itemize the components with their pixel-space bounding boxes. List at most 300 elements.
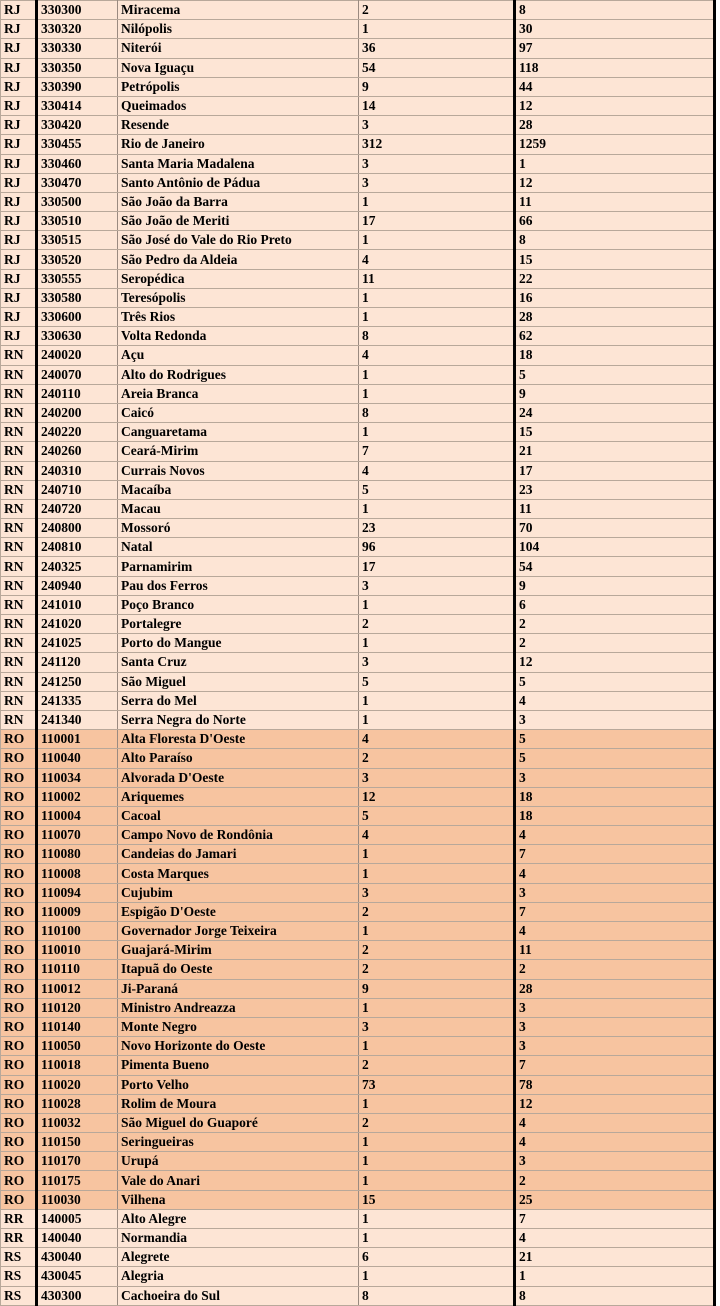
count-a-cell: 73 (359, 1075, 515, 1094)
count-b-cell: 11 (515, 941, 715, 960)
table-row (1, 1267, 715, 1286)
municipality-cell: Mossoró (118, 519, 359, 538)
code-cell: 240800 (37, 519, 118, 538)
code-cell: 110028 (37, 1094, 118, 1113)
municipality-cell: Serra Negra do Norte (118, 710, 359, 729)
count-a-cell: 8 (359, 1286, 515, 1305)
count-b-cell: 2 (515, 960, 715, 979)
municipality-cell: Teresópolis (118, 288, 359, 307)
state-cell: RN (1, 480, 37, 499)
count-a-cell: 5 (359, 672, 515, 691)
count-b-cell: 54 (515, 557, 715, 576)
count-a-cell: 12 (359, 787, 515, 806)
table-body (1, 1, 715, 1306)
count-a-cell: 6 (359, 1248, 515, 1267)
code-cell: 330555 (37, 269, 118, 288)
municipality-cell: Areia Branca (118, 384, 359, 403)
count-b-cell: 5 (515, 672, 715, 691)
count-a-cell: 1 (359, 365, 515, 384)
state-cell: RN (1, 576, 37, 595)
table-row (1, 595, 715, 614)
count-a-cell: 1 (359, 288, 515, 307)
count-a-cell: 1 (359, 1133, 515, 1152)
count-b-cell: 118 (515, 58, 715, 77)
state-cell: RO (1, 768, 37, 787)
code-cell: 240940 (37, 576, 118, 595)
count-b-cell: 4 (515, 1229, 715, 1248)
municipality-cell: São Pedro da Aldeia (118, 250, 359, 269)
state-cell: RN (1, 384, 37, 403)
count-b-cell: 2 (515, 634, 715, 653)
code-cell: 330460 (37, 154, 118, 173)
code-cell: 110140 (37, 1017, 118, 1036)
state-cell: RS (1, 1248, 37, 1267)
state-cell: RJ (1, 173, 37, 192)
code-cell: 241025 (37, 634, 118, 653)
count-b-cell: 104 (515, 538, 715, 557)
count-a-cell: 9 (359, 77, 515, 96)
municipality-cell: Santa Cruz (118, 653, 359, 672)
municipality-cell: Currais Novos (118, 461, 359, 480)
count-a-cell: 1 (359, 499, 515, 518)
count-b-cell: 4 (515, 864, 715, 883)
count-b-cell: 12 (515, 653, 715, 672)
count-a-cell: 2 (359, 1, 515, 20)
table-row (1, 461, 715, 480)
count-a-cell: 2 (359, 902, 515, 921)
count-a-cell: 15 (359, 1190, 515, 1209)
count-a-cell: 1 (359, 20, 515, 39)
code-cell: 240810 (37, 538, 118, 557)
municipality-cell: Cujubim (118, 883, 359, 902)
code-cell: 110120 (37, 998, 118, 1017)
code-cell: 110002 (37, 787, 118, 806)
state-cell: RO (1, 1094, 37, 1113)
municipality-cell: Alto do Rodrigues (118, 365, 359, 384)
state-cell: RJ (1, 20, 37, 39)
municipality-cell: Três Rios (118, 308, 359, 327)
count-a-cell: 8 (359, 327, 515, 346)
count-b-cell: 15 (515, 423, 715, 442)
code-cell: 110001 (37, 730, 118, 749)
state-cell: RO (1, 1171, 37, 1190)
table-row (1, 308, 715, 327)
table-row (1, 365, 715, 384)
count-a-cell: 1 (359, 634, 515, 653)
state-cell: RJ (1, 212, 37, 231)
table-row (1, 806, 715, 825)
count-a-cell: 1 (359, 864, 515, 883)
municipality-cell: Volta Redonda (118, 327, 359, 346)
count-b-cell: 3 (515, 998, 715, 1017)
count-a-cell: 3 (359, 116, 515, 135)
state-cell: RO (1, 1190, 37, 1209)
count-b-cell: 11 (515, 192, 715, 211)
municipality-cell: Guajará-Mirim (118, 941, 359, 960)
municipality-cell: Novo Horizonte do Oeste (118, 1037, 359, 1056)
code-cell: 110050 (37, 1037, 118, 1056)
state-cell: RN (1, 595, 37, 614)
state-cell: RO (1, 826, 37, 845)
table-row (1, 154, 715, 173)
code-cell: 330420 (37, 116, 118, 135)
table-row (1, 135, 715, 154)
count-b-cell: 3 (515, 883, 715, 902)
state-cell: RJ (1, 154, 37, 173)
code-cell: 110070 (37, 826, 118, 845)
code-cell: 110080 (37, 845, 118, 864)
table-row (1, 538, 715, 557)
municipality-cell: Ministro Andreazza (118, 998, 359, 1017)
count-b-cell: 7 (515, 1056, 715, 1075)
municipality-cell: Espigão D'Oeste (118, 902, 359, 921)
state-cell: RJ (1, 77, 37, 96)
count-a-cell: 17 (359, 557, 515, 576)
code-cell: 241340 (37, 710, 118, 729)
count-a-cell: 96 (359, 538, 515, 557)
count-b-cell: 6 (515, 595, 715, 614)
count-b-cell: 7 (515, 902, 715, 921)
count-b-cell: 3 (515, 710, 715, 729)
table-row (1, 1037, 715, 1056)
count-a-cell: 3 (359, 154, 515, 173)
table-row (1, 1, 715, 20)
table-row (1, 58, 715, 77)
municipality-cell: Serra do Mel (118, 691, 359, 710)
table-row (1, 192, 715, 211)
state-cell: RN (1, 634, 37, 653)
table-row (1, 710, 715, 729)
table-row (1, 768, 715, 787)
state-cell: RO (1, 941, 37, 960)
count-b-cell: 22 (515, 269, 715, 288)
table-row (1, 403, 715, 422)
table-row (1, 1171, 715, 1190)
count-b-cell: 78 (515, 1075, 715, 1094)
municipality-cell: Cachoeira do Sul (118, 1286, 359, 1305)
municipality-cell: Canguaretama (118, 423, 359, 442)
count-a-cell: 2 (359, 615, 515, 634)
table-row (1, 1190, 715, 1209)
code-cell: 330520 (37, 250, 118, 269)
code-cell: 110110 (37, 960, 118, 979)
count-b-cell: 4 (515, 826, 715, 845)
count-b-cell: 5 (515, 365, 715, 384)
state-cell: RO (1, 1056, 37, 1075)
code-cell: 241010 (37, 595, 118, 614)
table-row (1, 423, 715, 442)
table-row (1, 749, 715, 768)
state-cell: RO (1, 1075, 37, 1094)
municipality-cell: São João da Barra (118, 192, 359, 211)
code-cell: 240020 (37, 346, 118, 365)
municipality-cell: Poço Branco (118, 595, 359, 614)
code-cell: 240325 (37, 557, 118, 576)
count-b-cell: 5 (515, 749, 715, 768)
state-cell: RN (1, 403, 37, 422)
count-a-cell: 1 (359, 1209, 515, 1228)
count-a-cell: 2 (359, 1056, 515, 1075)
count-b-cell: 21 (515, 1248, 715, 1267)
table-row (1, 519, 715, 538)
code-cell: 330515 (37, 231, 118, 250)
count-b-cell: 3 (515, 1037, 715, 1056)
table-row (1, 96, 715, 115)
count-a-cell: 1 (359, 192, 515, 211)
table-row (1, 346, 715, 365)
state-cell: RO (1, 883, 37, 902)
code-cell: 110009 (37, 902, 118, 921)
count-b-cell: 18 (515, 346, 715, 365)
table-row (1, 288, 715, 307)
municipality-cell: Miracema (118, 1, 359, 20)
code-cell: 330414 (37, 96, 118, 115)
table-row (1, 116, 715, 135)
table-row (1, 20, 715, 39)
count-a-cell: 1 (359, 384, 515, 403)
count-a-cell: 3 (359, 883, 515, 902)
code-cell: 240260 (37, 442, 118, 461)
municipality-cell: Monte Negro (118, 1017, 359, 1036)
table-row (1, 1075, 715, 1094)
state-cell: RS (1, 1267, 37, 1286)
code-cell: 140005 (37, 1209, 118, 1228)
municipality-cell: Niterói (118, 39, 359, 58)
table-row (1, 615, 715, 634)
count-a-cell: 1 (359, 308, 515, 327)
table-row (1, 442, 715, 461)
count-b-cell: 15 (515, 250, 715, 269)
municipality-cell: Campo Novo de Rondônia (118, 826, 359, 845)
state-cell: RJ (1, 116, 37, 135)
table-row (1, 1133, 715, 1152)
count-b-cell: 66 (515, 212, 715, 231)
municipality-cell: Alvorada D'Oeste (118, 768, 359, 787)
table-row (1, 1286, 715, 1305)
table-row (1, 845, 715, 864)
count-b-cell: 18 (515, 806, 715, 825)
state-cell: RO (1, 998, 37, 1017)
code-cell: 330500 (37, 192, 118, 211)
count-a-cell: 3 (359, 768, 515, 787)
count-a-cell: 4 (359, 730, 515, 749)
state-cell: RO (1, 806, 37, 825)
municipality-cell: Nilópolis (118, 20, 359, 39)
count-a-cell: 2 (359, 941, 515, 960)
municipality-cell: São José do Vale do Rio Preto (118, 231, 359, 250)
code-cell: 110175 (37, 1171, 118, 1190)
table-row (1, 212, 715, 231)
municipality-cell: Seropédica (118, 269, 359, 288)
municipality-cell: Resende (118, 116, 359, 135)
code-cell: 110004 (37, 806, 118, 825)
count-a-cell: 1 (359, 1171, 515, 1190)
municipality-cell: Governador Jorge Teixeira (118, 922, 359, 941)
table-row (1, 826, 715, 845)
count-b-cell: 2 (515, 615, 715, 634)
table-row (1, 250, 715, 269)
table-row (1, 634, 715, 653)
state-cell: RJ (1, 327, 37, 346)
state-cell: RN (1, 653, 37, 672)
code-cell: 110040 (37, 749, 118, 768)
code-cell: 240220 (37, 423, 118, 442)
count-a-cell: 1 (359, 1267, 515, 1286)
code-cell: 110020 (37, 1075, 118, 1094)
code-cell: 240710 (37, 480, 118, 499)
municipality-cell: Alto Alegre (118, 1209, 359, 1228)
table-row (1, 1229, 715, 1248)
municipality-cell: Petrópolis (118, 77, 359, 96)
code-cell: 241250 (37, 672, 118, 691)
code-cell: 240070 (37, 365, 118, 384)
code-cell: 110032 (37, 1113, 118, 1132)
table-row (1, 998, 715, 1017)
municipality-cell: Alegria (118, 1267, 359, 1286)
state-cell: RN (1, 615, 37, 634)
table-row (1, 941, 715, 960)
state-cell: RO (1, 864, 37, 883)
count-a-cell: 4 (359, 346, 515, 365)
count-a-cell: 11 (359, 269, 515, 288)
count-b-cell: 9 (515, 576, 715, 595)
count-b-cell: 1259 (515, 135, 715, 154)
count-a-cell: 9 (359, 979, 515, 998)
count-a-cell: 1 (359, 710, 515, 729)
count-b-cell: 5 (515, 730, 715, 749)
code-cell: 110170 (37, 1152, 118, 1171)
count-a-cell: 36 (359, 39, 515, 58)
code-cell: 110012 (37, 979, 118, 998)
code-cell: 330600 (37, 308, 118, 327)
count-b-cell: 4 (515, 1133, 715, 1152)
state-cell: RO (1, 1113, 37, 1132)
state-cell: RJ (1, 231, 37, 250)
municipality-cell: Açu (118, 346, 359, 365)
code-cell: 110150 (37, 1133, 118, 1152)
count-b-cell: 4 (515, 922, 715, 941)
municipality-cell: Costa Marques (118, 864, 359, 883)
state-cell: RN (1, 672, 37, 691)
count-a-cell: 1 (359, 423, 515, 442)
table-row (1, 653, 715, 672)
municipality-cell: São João de Meriti (118, 212, 359, 231)
state-cell: RN (1, 691, 37, 710)
code-cell: 330390 (37, 77, 118, 96)
municipality-cell: Urupá (118, 1152, 359, 1171)
table-row (1, 883, 715, 902)
code-cell: 110008 (37, 864, 118, 883)
state-cell: RO (1, 1133, 37, 1152)
state-cell: RO (1, 1152, 37, 1171)
municipality-cell: Candeias do Jamari (118, 845, 359, 864)
municipality-cell: São Miguel (118, 672, 359, 691)
code-cell: 330330 (37, 39, 118, 58)
code-cell: 430040 (37, 1248, 118, 1267)
table-row (1, 480, 715, 499)
code-cell: 240200 (37, 403, 118, 422)
state-cell: RR (1, 1209, 37, 1228)
count-b-cell: 3 (515, 1152, 715, 1171)
code-cell: 240310 (37, 461, 118, 480)
state-cell: RO (1, 749, 37, 768)
municipality-cell: Itapuã do Oeste (118, 960, 359, 979)
count-a-cell: 1 (359, 231, 515, 250)
count-a-cell: 2 (359, 960, 515, 979)
count-b-cell: 12 (515, 173, 715, 192)
count-b-cell: 8 (515, 1, 715, 20)
code-cell: 241120 (37, 653, 118, 672)
table-row (1, 499, 715, 518)
count-a-cell: 23 (359, 519, 515, 538)
state-cell: RN (1, 346, 37, 365)
table-row (1, 1152, 715, 1171)
table-row (1, 787, 715, 806)
count-a-cell: 312 (359, 135, 515, 154)
count-a-cell: 3 (359, 653, 515, 672)
count-a-cell: 4 (359, 250, 515, 269)
count-a-cell: 1 (359, 595, 515, 614)
table-row (1, 173, 715, 192)
state-cell: RN (1, 499, 37, 518)
count-a-cell: 1 (359, 922, 515, 941)
code-cell: 140040 (37, 1229, 118, 1248)
count-b-cell: 7 (515, 1209, 715, 1228)
code-cell: 330350 (37, 58, 118, 77)
municipality-cell: Porto do Mangue (118, 634, 359, 653)
count-a-cell: 2 (359, 749, 515, 768)
municipality-cell: Alegrete (118, 1248, 359, 1267)
code-cell: 241335 (37, 691, 118, 710)
count-b-cell: 23 (515, 480, 715, 499)
count-b-cell: 12 (515, 96, 715, 115)
municipality-cell: Seringueiras (118, 1133, 359, 1152)
state-cell: RN (1, 442, 37, 461)
code-cell: 430045 (37, 1267, 118, 1286)
code-cell: 330320 (37, 20, 118, 39)
count-b-cell: 1 (515, 154, 715, 173)
count-a-cell: 3 (359, 1017, 515, 1036)
state-cell: RO (1, 960, 37, 979)
state-cell: RJ (1, 288, 37, 307)
table-row (1, 327, 715, 346)
municipality-cell: Ceará-Mirim (118, 442, 359, 461)
table-row (1, 77, 715, 96)
count-b-cell: 9 (515, 384, 715, 403)
code-cell: 330455 (37, 135, 118, 154)
count-b-cell: 2 (515, 1171, 715, 1190)
count-b-cell: 18 (515, 787, 715, 806)
state-cell: RR (1, 1229, 37, 1248)
state-cell: RO (1, 787, 37, 806)
code-cell: 110100 (37, 922, 118, 941)
municipality-cell: Pimenta Bueno (118, 1056, 359, 1075)
count-b-cell: 8 (515, 231, 715, 250)
municipality-cell: Queimados (118, 96, 359, 115)
code-cell: 330580 (37, 288, 118, 307)
state-cell: RO (1, 979, 37, 998)
count-b-cell: 4 (515, 691, 715, 710)
count-b-cell: 11 (515, 499, 715, 518)
state-cell: RN (1, 710, 37, 729)
table-row (1, 384, 715, 403)
municipality-cell: Porto Velho (118, 1075, 359, 1094)
state-cell: RN (1, 538, 37, 557)
municipality-cell: Rio de Janeiro (118, 135, 359, 154)
table-row (1, 864, 715, 883)
table-row (1, 269, 715, 288)
count-b-cell: 7 (515, 845, 715, 864)
